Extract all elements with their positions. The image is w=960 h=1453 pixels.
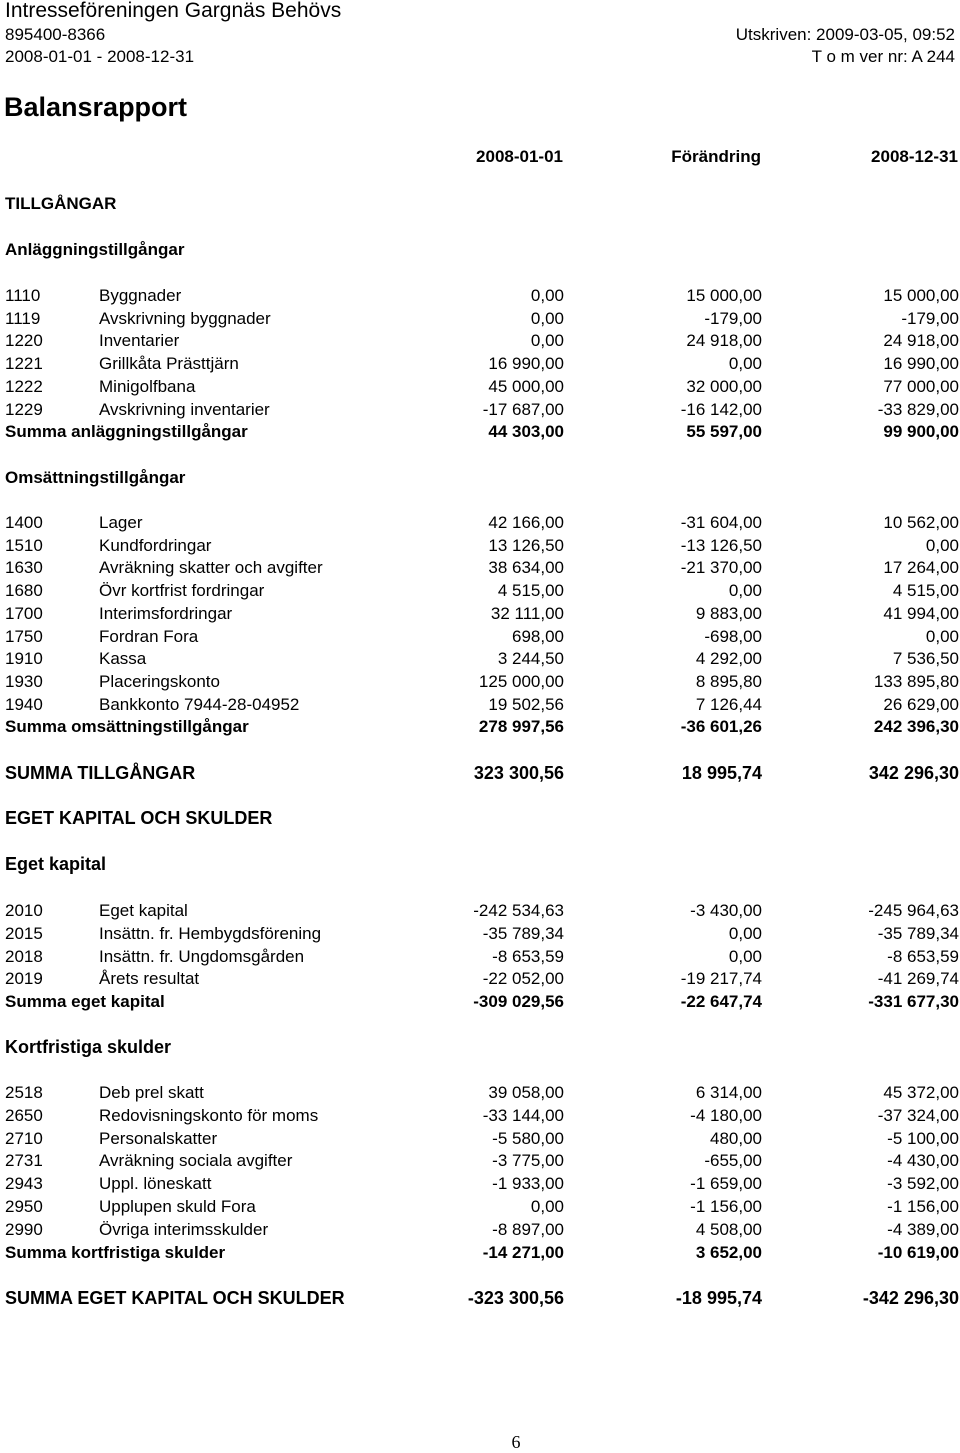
subtotal-label: Summa omsättningstillgångar [5, 717, 249, 737]
subtotal-end: 99 900,00 [883, 422, 959, 442]
subtotal-end: -331 677,30 [868, 992, 959, 1012]
account-number: 2710 [5, 1128, 43, 1148]
value-change: -3 430,00 [690, 901, 762, 920]
value-start: 0,00 [530, 1197, 564, 1216]
account-name: Avskrivning inventarier [99, 399, 270, 419]
account-name: Kundfordringar [99, 535, 212, 555]
value-start: 0,00 [530, 308, 564, 328]
subtotal-change: -36 601,26 [680, 717, 762, 737]
account-number: 1630 [5, 558, 43, 578]
account-row [5, 399, 959, 421]
account-name: Avräkning sociala avgifter [99, 1151, 293, 1171]
section-tillgangar: TILLGÅNGAR [5, 194, 117, 213]
section-anlaggning: Anläggningstillgångar [5, 240, 185, 259]
value-change: -698,00 [704, 626, 762, 646]
value-start: 4 515,00 [497, 581, 564, 601]
value-change: -19 217,74 [680, 969, 762, 989]
account-number: 1910 [5, 649, 43, 669]
subtotal-label: Summa anläggningstillgångar [5, 422, 248, 442]
value-change: 0,00 [728, 581, 762, 601]
account-name: Interimsfordringar [99, 603, 233, 623]
column-header-end: 2008-12-31 [871, 147, 958, 166]
page-title: Balansrapport [4, 92, 188, 122]
summa-ek-skulder-row [5, 1287, 959, 1309]
account-row [5, 626, 959, 648]
value-end: -33 829,00 [877, 399, 959, 419]
subtotal-label: Summa eget kapital [5, 992, 165, 1012]
value-start: 3 244,50 [497, 649, 564, 669]
value-start: 125 000,00 [478, 671, 564, 691]
value-end: 24 918,00 [883, 331, 959, 351]
value-change: 8 895,80 [695, 671, 762, 691]
value-start: 32 111,00 [490, 603, 564, 623]
value-start: -22 052,00 [482, 969, 564, 989]
section-eget-kapital: Eget kapital [5, 854, 107, 874]
value-end: -179,00 [901, 308, 959, 328]
account-row [5, 694, 959, 716]
account-row [5, 946, 959, 968]
account-row [5, 603, 959, 625]
account-name: Årets resultat [99, 969, 200, 989]
account-number: 1110 [5, 286, 41, 305]
account-row [5, 1150, 959, 1172]
summa-ek-skulder-v1: -323 300,56 [467, 1288, 564, 1308]
account-row [5, 1196, 959, 1218]
org-number: 895400-8366 [5, 25, 106, 44]
account-row [5, 376, 959, 398]
account-name: Kassa [99, 649, 147, 669]
summa-tillgangar-v1: 323 300,56 [473, 763, 564, 783]
summa-ek-skulder-label: SUMMA EGET KAPITAL OCH SKULDER [5, 1288, 345, 1308]
section-kortfristiga: Kortfristiga skulder [5, 1037, 172, 1057]
section-omsattning: Omsättningstillgångar [5, 468, 186, 487]
value-change: 4 292,00 [695, 649, 762, 669]
value-start: 0,00 [530, 331, 564, 351]
account-number: 1750 [5, 626, 43, 646]
value-start: 19 502,56 [488, 694, 564, 714]
account-row [5, 557, 959, 579]
value-change: 0,00 [728, 946, 762, 966]
value-change: -4 180,00 [690, 1105, 762, 1125]
account-number: 2010 [5, 901, 43, 920]
account-name: Lager [99, 513, 143, 532]
account-row [5, 900, 959, 922]
account-number: 2015 [5, 923, 43, 943]
value-change: -21 370,00 [680, 558, 762, 578]
value-end: 45 372,00 [883, 1083, 959, 1102]
account-number: 2950 [5, 1197, 43, 1216]
value-start: -33 144,00 [482, 1105, 564, 1125]
account-row [5, 968, 959, 990]
value-end: -4 389,00 [887, 1219, 959, 1239]
value-end: 0,00 [925, 535, 959, 555]
value-end: -8 653,59 [887, 946, 959, 966]
printed-date: Utskriven: 2009-03-05, 09:52 [735, 25, 955, 44]
account-row [5, 1219, 959, 1241]
value-change: -1 659,00 [690, 1174, 762, 1194]
account-number: 1680 [5, 581, 43, 601]
subtotal-start: -309 029,56 [473, 992, 564, 1012]
value-start: 0,00 [530, 286, 564, 305]
account-number: 1119 [5, 308, 41, 328]
value-end: 15 000,00 [883, 286, 959, 305]
account-row [5, 353, 959, 375]
account-number: 2019 [5, 969, 43, 989]
value-change: 480,00 [710, 1128, 762, 1148]
account-row [5, 1082, 959, 1104]
value-change: 0,00 [728, 923, 762, 943]
value-start: -5 580,00 [492, 1128, 564, 1148]
account-name: Insättn. fr. Hembygdsförening [99, 923, 322, 943]
value-start: 16 990,00 [488, 354, 564, 374]
value-end: 41 994,00 [883, 603, 959, 623]
subtotal-start: 278 997,56 [478, 717, 564, 737]
account-row [5, 512, 959, 534]
account-name: Övr kortfrist fordringar [99, 581, 265, 601]
account-name: Inventarier [99, 331, 180, 351]
account-name: Bankkonto 7944-28-04952 [99, 694, 300, 714]
value-end: 17 264,00 [883, 558, 959, 578]
value-end: 7 536,50 [892, 649, 959, 669]
account-name: Uppl. löneskatt [99, 1174, 212, 1194]
value-change: -655,00 [704, 1151, 762, 1171]
subtotal-change: 55 597,00 [686, 422, 762, 442]
account-number: 2650 [5, 1105, 43, 1125]
value-end: -37 324,00 [877, 1105, 959, 1125]
account-row [5, 648, 959, 670]
value-start: -242 534,63 [473, 901, 564, 920]
value-end: 77 000,00 [883, 376, 959, 396]
value-end: 16 990,00 [883, 354, 959, 374]
subtotal-row [5, 716, 959, 738]
subtotal-start: 44 303,00 [488, 422, 564, 442]
version-number: T o m ver nr: A 244 [811, 47, 955, 66]
value-start: 39 058,00 [488, 1083, 564, 1102]
account-number: 2018 [5, 946, 43, 966]
column-header-change: Förändring [671, 147, 761, 166]
account-name: Insättn. fr. Ungdomsgården [99, 946, 305, 966]
account-row [5, 923, 959, 945]
summa-ek-skulder-v2: -18 995,74 [675, 1288, 762, 1308]
value-start: 698,00 [512, 626, 564, 646]
account-name: Minigolfbana [99, 376, 196, 396]
account-row [5, 535, 959, 557]
summa-tillgangar-v2: 18 995,74 [681, 763, 762, 783]
value-end: 10 562,00 [883, 513, 959, 532]
org-name: Intresseföreningen Gargnäs Behövs [5, 0, 342, 22]
account-number: 2943 [5, 1174, 43, 1194]
value-change: 15 000,00 [686, 286, 762, 305]
value-change: -16 142,00 [680, 399, 762, 419]
value-end: -245 964,63 [868, 901, 959, 920]
subtotal-end: -10 619,00 [877, 1242, 959, 1262]
account-number: 1229 [5, 399, 43, 419]
value-change: 0,00 [728, 354, 762, 374]
value-end: 0,00 [925, 626, 959, 646]
account-row [5, 1105, 959, 1127]
value-end: -4 430,00 [887, 1151, 959, 1171]
page-number: 6 [511, 1432, 521, 1452]
value-end: -3 592,00 [887, 1174, 959, 1194]
account-number: 1930 [5, 671, 43, 691]
subtotal-change: -22 647,74 [680, 992, 762, 1012]
account-number: 1221 [5, 354, 43, 374]
value-start: 45 000,00 [488, 376, 564, 396]
value-start: -8 653,59 [492, 946, 564, 966]
account-name: Upplupen skuld Fora [99, 1197, 256, 1216]
account-number: 2731 [5, 1151, 43, 1171]
value-start: -1 933,00 [492, 1174, 564, 1194]
value-start: -17 687,00 [482, 399, 564, 419]
value-start: -3 775,00 [492, 1151, 564, 1171]
value-end: 4 515,00 [892, 581, 959, 601]
summa-tillgangar-row [5, 762, 959, 784]
account-number: 1400 [5, 513, 43, 532]
account-name: Eget kapital [99, 901, 188, 920]
value-change: -13 126,50 [680, 535, 762, 555]
value-change: 7 126,44 [695, 694, 762, 714]
value-change: 4 508,00 [695, 1219, 762, 1239]
subtotal-end: 242 396,30 [873, 717, 959, 737]
value-change: 32 000,00 [686, 376, 762, 396]
account-name: Deb prel skatt [99, 1083, 204, 1102]
account-name: Personalskatter [99, 1128, 218, 1148]
value-change: 6 314,00 [695, 1083, 762, 1102]
account-name: Avskrivning byggnader [99, 308, 271, 328]
summa-ek-skulder-v3: -342 296,30 [862, 1288, 959, 1308]
value-end: -41 269,74 [877, 969, 959, 989]
account-number: 1700 [5, 603, 43, 623]
value-end: -1 156,00 [887, 1197, 959, 1216]
account-name: Övriga interimsskulder [99, 1219, 269, 1239]
value-change: -31 604,00 [680, 513, 762, 532]
account-row [5, 330, 959, 352]
account-name: Grillkåta Prästtjärn [99, 354, 239, 374]
subtotal-start: -14 271,00 [482, 1242, 564, 1262]
summa-tillgangar-label: SUMMA TILLGÅNGAR [5, 763, 196, 783]
account-name: Placeringskonto [99, 671, 220, 691]
value-change: -1 156,00 [690, 1197, 762, 1216]
account-number: 1222 [5, 376, 43, 396]
account-number: 2990 [5, 1219, 43, 1239]
value-end: 133 895,80 [873, 671, 959, 691]
value-end: -35 789,34 [877, 923, 959, 943]
value-start: 38 634,00 [488, 558, 564, 578]
account-number: 2518 [5, 1083, 43, 1102]
account-number: 1220 [5, 331, 43, 351]
account-name: Avräkning skatter och avgifter [99, 558, 323, 578]
account-name: Fordran Fora [99, 626, 199, 646]
summa-tillgangar-v3: 342 296,30 [868, 763, 959, 783]
subtotal-change: 3 652,00 [695, 1242, 762, 1262]
account-number: 1510 [5, 535, 43, 555]
value-start: -8 897,00 [492, 1219, 564, 1239]
subtotal-row [5, 991, 959, 1013]
account-row [5, 671, 959, 693]
subtotal-label: Summa kortfristiga skulder [5, 1242, 226, 1262]
subtotal-row [5, 421, 959, 443]
account-name: Byggnader [99, 286, 182, 305]
account-row [5, 580, 959, 602]
value-end: 26 629,00 [883, 694, 959, 714]
account-number: 1940 [5, 694, 43, 714]
account-row [5, 308, 959, 330]
value-end: -5 100,00 [887, 1128, 959, 1148]
account-name: Redovisningskonto för moms [99, 1105, 319, 1125]
column-header-start: 2008-01-01 [476, 147, 563, 166]
value-start: -35 789,34 [482, 923, 564, 943]
section-eget-kapital-skulder: EGET KAPITAL OCH SKULDER [5, 808, 273, 828]
account-row [5, 1128, 959, 1150]
value-change: 24 918,00 [686, 331, 762, 351]
period: 2008-01-01 - 2008-12-31 [5, 47, 195, 66]
account-row [5, 1173, 959, 1195]
subtotal-row [5, 1242, 959, 1264]
value-start: 42 166,00 [488, 513, 564, 532]
value-change: -179,00 [704, 308, 762, 328]
account-row [5, 285, 959, 307]
value-start: 13 126,50 [488, 535, 564, 555]
value-change: 9 883,00 [695, 603, 762, 623]
